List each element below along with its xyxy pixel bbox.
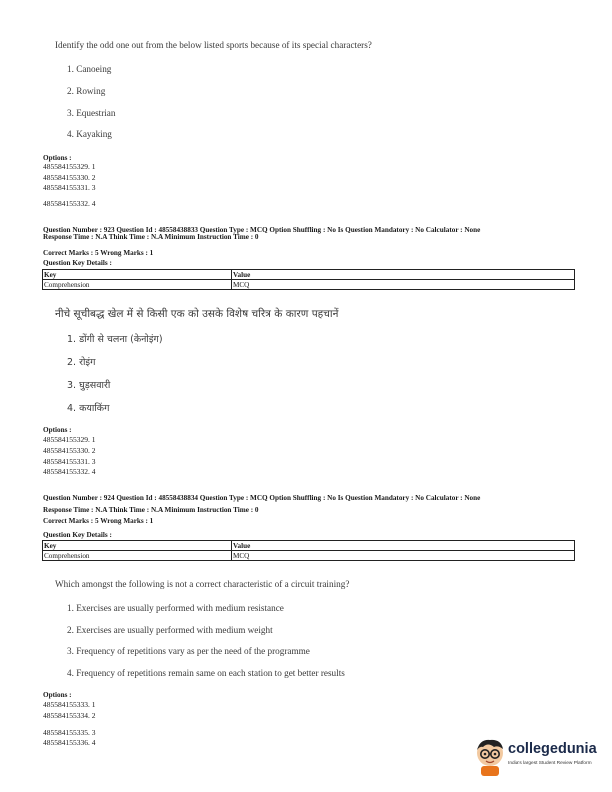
marks: Correct Marks : 5 Wrong Marks : 1 (43, 517, 154, 525)
choice-2: 2. Exercises are usually performed with medium weight (67, 625, 273, 635)
question-text: Which amongst the following is not a correct characteristic of a circuit training? (55, 579, 350, 589)
choice-3-hindi: 3. घुड़सवारी (67, 380, 111, 391)
value-header: Value (232, 541, 575, 551)
key-value-table (42, 269, 575, 290)
choice-2: 2. Rowing (67, 86, 106, 96)
choice-4-hindi: 4. कयाकिंग (67, 403, 110, 414)
collegedunia-logo[interactable] (474, 737, 604, 777)
option-id-2: 485584155334. 2 (43, 711, 96, 720)
key-details-label: Question Key Details : (43, 531, 112, 539)
option-id-2: 485584155330. 2 (43, 446, 96, 455)
option-id-1: 485584155333. 1 (43, 700, 96, 709)
choice-1: 1. Canoeing (67, 64, 112, 74)
option-id-3: 485584155331. 3 (43, 183, 96, 192)
choice-3: 3. Equestrian (67, 108, 116, 118)
question-header-line2: Response Time : N.A Think Time : N.A Minimum Instruction Time : 0 (43, 506, 259, 514)
option-id-4: 485584155332. 4 (43, 467, 96, 476)
marks: Correct Marks : 5 Wrong Marks : 1 (43, 249, 154, 257)
question-text-hindi: नीचे सूचीबद्ध खेल में से किसी एक को उसके विशेष चरित्र के कारण पहचानें (55, 308, 339, 320)
option-id-1: 485584155329. 1 (43, 435, 96, 444)
key-header: Key (43, 270, 232, 280)
question-text: Identify the odd one out from the below listed sports because of its special characters? (55, 40, 372, 50)
brand-tagline: India's largest Student Review Platform (508, 761, 592, 766)
question-header-line1: Question Number : 923 Question Id : 48558438833 Question Type : MCQ Option Shuffling : No Is Question Mandatory : No Calculator : None (43, 226, 481, 234)
key-value-table (42, 540, 575, 561)
value-header: Value (232, 270, 575, 280)
mascot-icon (474, 737, 506, 777)
option-id-3: 485584155331. 3 (43, 457, 96, 466)
question-header-line2: Response Time : N.A Think Time : N.A Minimum Instruction Time : 0 (43, 233, 259, 241)
choice-1: 1. Exercises are usually performed with medium resistance (67, 603, 284, 613)
choice-3: 3. Frequency of repetitions vary as per the need of the programme (67, 646, 310, 656)
key-cell: Comprehension (43, 280, 232, 290)
key-cell: Comprehension (43, 551, 232, 561)
options-label: Options : (43, 426, 72, 434)
option-id-1: 485584155329. 1 (43, 162, 96, 171)
choice-1-hindi: 1. डोंगी से चलना (केनोइंग) (67, 334, 163, 345)
key-details-label: Question Key Details : (43, 259, 112, 267)
choice-4: 4. Kayaking (67, 129, 112, 139)
option-id-3: 485584155335. 3 (43, 728, 96, 737)
value-cell: MCQ (232, 551, 575, 561)
option-id-4: 485584155336. 4 (43, 738, 96, 747)
question-header-line1: Question Number : 924 Question Id : 48558438834 Question Type : MCQ Option Shuffling : No Is Question Mandatory : No Calculator : None (43, 494, 481, 502)
brand-name: collegedunia (508, 741, 597, 757)
value-cell: MCQ (232, 280, 575, 290)
options-label: Options : (43, 154, 72, 162)
option-id-4: 485584155332. 4 (43, 199, 96, 208)
choice-2-hindi: 2. रोइंग (67, 357, 96, 368)
choice-4: 4. Frequency of repetitions remain same on each station to get better results (67, 668, 345, 678)
options-label: Options : (43, 691, 72, 699)
option-id-2: 485584155330. 2 (43, 173, 96, 182)
key-header: Key (43, 541, 232, 551)
